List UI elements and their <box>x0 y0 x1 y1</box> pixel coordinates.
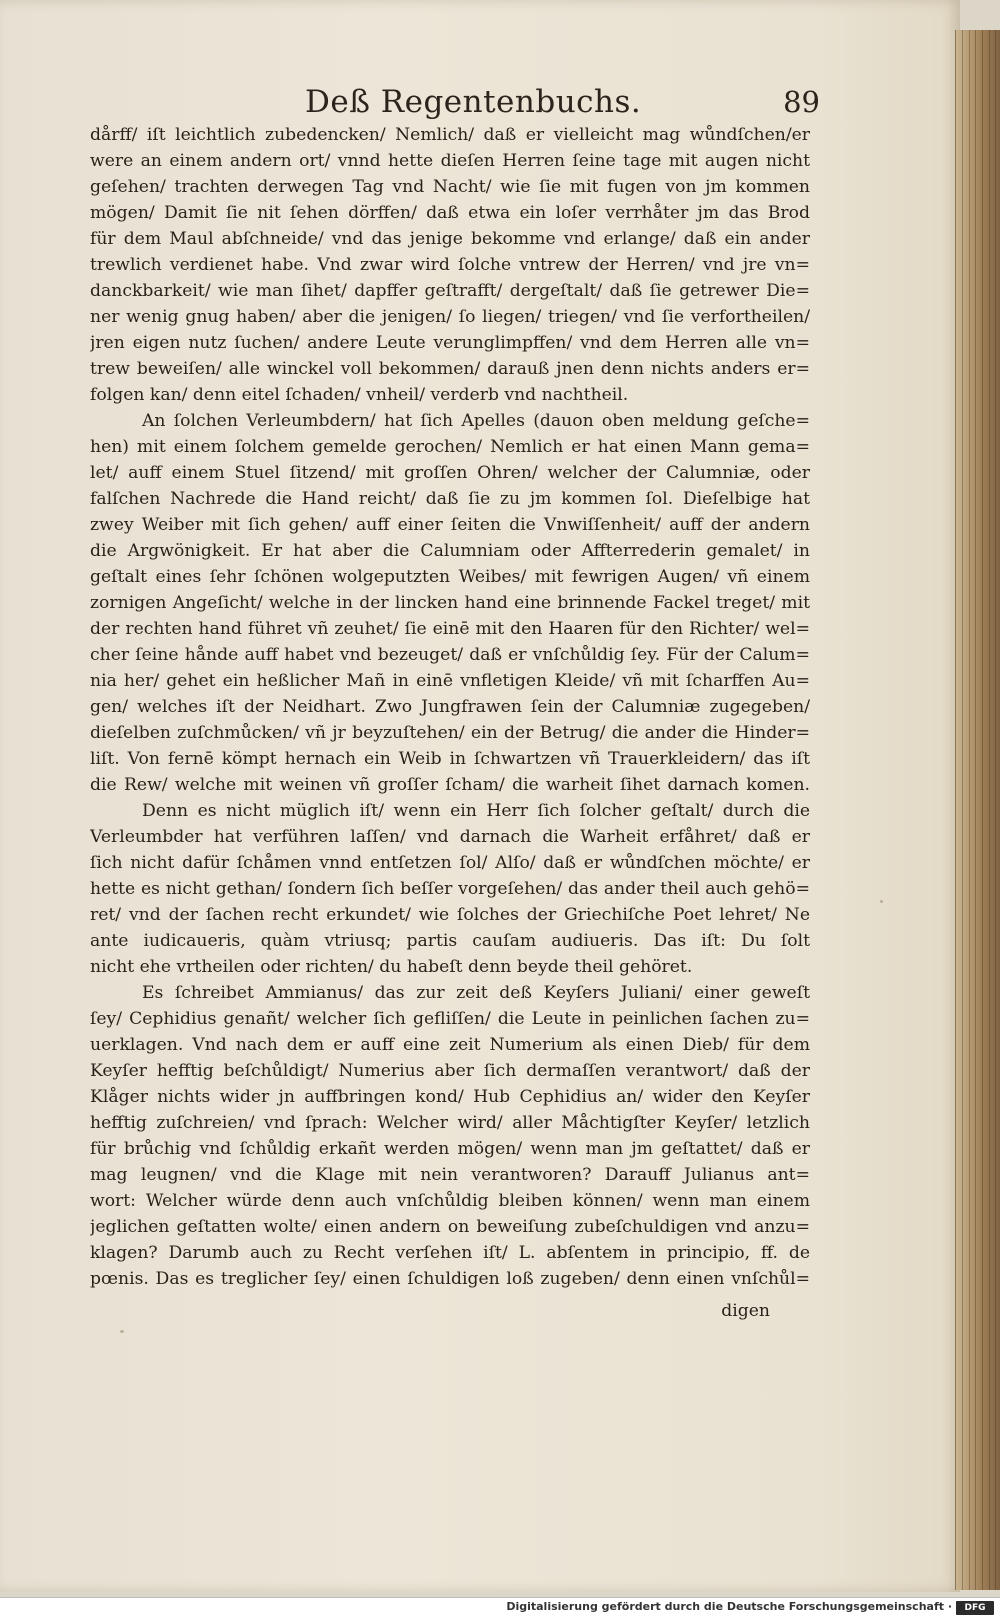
folio-number: 89 <box>783 85 820 119</box>
foxing-spot <box>880 900 883 903</box>
text-line: falſchen Nachrede die Hand reicht/ daß ſie zu jm kommen ſol. Dieſelbige hat <box>90 489 810 509</box>
text-line: nicht ehe vrtheilen oder richten/ du habeſt denn beyde theil gehöret. <box>90 957 693 977</box>
text-line: der rechten hand führet vñ zeuhet/ ſie einē mit den Haaren für den Richter/ wel= <box>90 619 810 639</box>
text-line: ret/ vnd der ſachen recht erkundet/ wie ſolches der Griechiſche Poet lehret/ Ne <box>90 905 810 925</box>
text-line: Klåger nichts wider jn auffbringen kond/ Hub Cephidius an/ wider den Keyſer <box>90 1087 810 1107</box>
text-line: ſey/ Cephidius genañt/ welcher ſich gefliſſen/ die Leute in peinlichen ſachen zu= <box>90 1009 810 1029</box>
text-line: An ſolchen Verleumbdern/ hat ſich Apelles (dauon oben meldung geſche= <box>142 411 810 431</box>
body-text <box>90 122 810 1292</box>
text-line: wort: Welcher würde denn auch vnſchůldig bleiben können/ wenn man einem <box>90 1191 810 1211</box>
text-line: geſehen/ trachten derwegen Tag vnd Nacht/ wie ſie mit fugen von jm kommen <box>90 177 810 197</box>
text-line: trew beweiſen/ alle winckel voll bekommen/ darauß jnen denn nichts anders er= <box>90 359 810 379</box>
text-line: dårff/ iſt leichtlich zubedencken/ Nemlich/ daß er vielleicht mag wůndſchen/er <box>90 125 810 145</box>
text-line: trewlich verdienet habe. Vnd zwar wird ſolche vntrew der Herren/ vnd jre vn= <box>90 255 810 275</box>
digitization-footer <box>0 1597 1000 1618</box>
text-line: ner wenig gnug haben/ aber die jenigen/ ſo liegen/ triegen/ vnd ſie verfortheilen/ <box>90 307 810 327</box>
text-line: jeglichen geſtatten wolte/ einen andern on beweiſung zubeſchuldigen vnd anzu= <box>90 1217 810 1237</box>
text-line: dieſelben zuſchmůcken/ vñ jr beyzuſtehen/ ein der Betrug/ die ander die Hinder= <box>90 723 810 743</box>
running-head-title: Deß Regentenbuchs. <box>305 84 642 120</box>
text-line: cher ſeine hånde auff habet vnd bezeuget/ daß er vnſchůldig ſey. Für der Calum= <box>90 645 810 665</box>
text-line: mag leugnen/ vnd die Klage mit nein verantworen? Darauff Julianus ant= <box>90 1165 810 1185</box>
page-block-edge <box>955 30 1000 1590</box>
text-line: pœnis. Das es treglicher ſey/ einen ſchuldigen loß zugeben/ denn einen vnſchůl= <box>90 1269 810 1289</box>
text-line: Verleumbder hat verführen laſſen/ vnd darnach die Warheit erfåhret/ daß er <box>90 827 810 847</box>
text-line: mögen/ Damit ſie nit ſehen dörffen/ daß etwa ein loſer verrhåter jm das Brod <box>90 203 810 223</box>
foxing-spot <box>120 1330 124 1333</box>
text-line: hette es nicht gethan/ ſondern ſich beſſer vorgeſehen/ das ander theil auch gehö= <box>90 879 810 899</box>
text-line: zwey Weiber mit ſich gehen/ auff einer ſeiten die Vnwiſſenheit/ auff der andern <box>90 515 810 535</box>
text-line: Denn es nicht müglich iſt/ wenn ein Herr ſich ſolcher geſtalt/ durch die <box>142 801 810 821</box>
funding-credit: Digitalisierung gefördert durch die Deutsche Forschungsgemeinschaft · <box>506 1600 952 1613</box>
text-line: ante iudicaueris, quàm vtriusq; partis cauſam audiueris. Das iſt: Du ſolt <box>90 931 810 951</box>
running-head <box>90 82 820 122</box>
text-line: gen/ welches iſt der Neidhart. Zwo Jungfrawen ſein der Calumniæ zugegeben/ <box>90 697 810 717</box>
text-line: nia her/ gehet ein heßlicher Mañ in einē vnfletigen Kleide/ vñ mit ſcharffen Au= <box>90 671 810 691</box>
text-line: klagen? Darumb auch zu Recht verſehen iſt/ L. abſentem in principio, ff. de <box>90 1243 810 1263</box>
text-line: die Rew/ welche mit weinen vñ groſſer ſcham/ die warheit ſihet darnach komen. <box>90 775 810 795</box>
text-line: jren eigen nutz ſuchen/ andere Leute verunglimpffen/ vnd dem Herren alle vn= <box>90 333 810 353</box>
text-line: let/ auff einem Stuel ſitzend/ mit groſſen Ohren/ welcher der Calumniæ, oder <box>90 463 810 483</box>
text-line: zornigen Angeſicht/ welche in der lincken hand eine brinnende Fackel treget/ mit <box>90 593 810 613</box>
text-line: für dem Maul abſchneide/ vnd das jenige bekomme vnd erlange/ daß ein ander <box>90 229 810 249</box>
text-line: geſtalt eines ſehr ſchönen wolgeputzten Weibes/ mit fewrigen Augen/ vñ einem <box>90 567 810 587</box>
text-line: liſt. Von fernē kömpt hernach ein Weib in ſchwartzen vñ Trauerkleidern/ das iſt <box>90 749 810 769</box>
text-line: were an einem andern ort/ vnnd hette dieſen Herren ſeine tage mit augen nicht <box>90 151 810 171</box>
text-line: ſich nicht dafür ſchåmen vnnd entſetzen ſol/ Alſo/ daß er wůndſchen möchte/ er <box>90 853 810 873</box>
text-line: folgen kan/ denn eitel ſchaden/ vnheil/ verderb vnd nachtheil. <box>90 385 629 405</box>
text-line: Es ſchreibet Ammianus/ das zur zeit deß Keyſers Juliani/ einer geweſt <box>142 983 810 1003</box>
text-line: hefftig zuſchreien/ vnd ſprach: Welcher wird/ aller Måchtigſter Keyſer/ letzlich <box>90 1113 810 1133</box>
text-line: hen) mit einem ſolchem gemelde gerochen/ Nemlich er hat einen Mann gema= <box>90 437 810 457</box>
dfg-logo: DFG <box>956 1601 994 1615</box>
catchword: digen <box>721 1301 770 1321</box>
text-line: die Argwönigkeit. Er hat aber die Calumniam oder Affterrederin gemalet/ in <box>90 541 810 561</box>
text-line: uerklagen. Vnd nach dem er auff eine zeit Numerium als einen Dieb/ für dem <box>90 1035 810 1055</box>
text-line: danckbarkeit/ wie man ſihet/ dapffer geſtrafft/ dergeſtalt/ daß ſie getrewer Die= <box>90 281 810 301</box>
text-line: für brůchig vnd ſchůldig erkañt werden mögen/ wenn man jm geſtattet/ daß er <box>90 1139 810 1159</box>
text-line: Keyſer hefftig beſchůldigt/ Numerius aber ſich dermaſſen verantwort/ daß der <box>90 1061 810 1081</box>
